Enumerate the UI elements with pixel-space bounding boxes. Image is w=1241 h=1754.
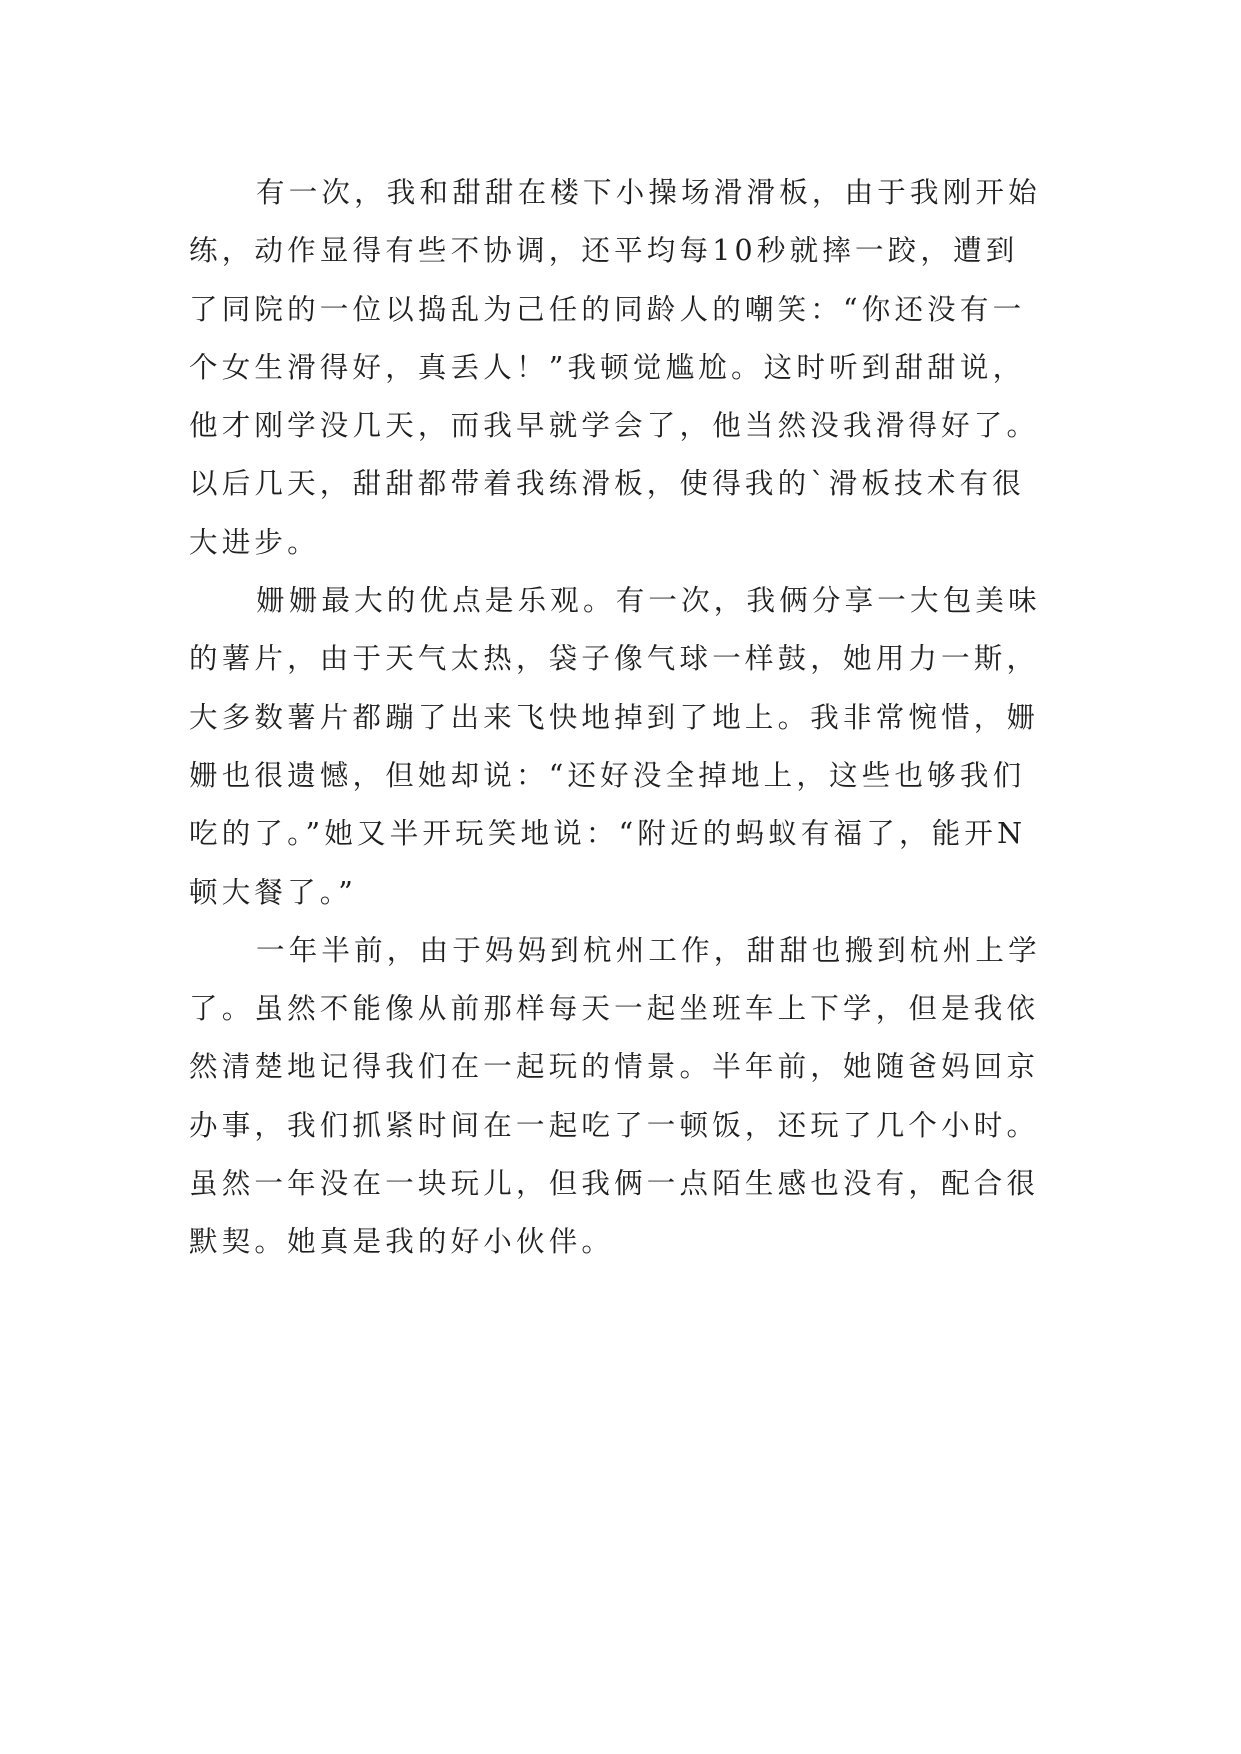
paragraph-line: 一年半前，由于妈妈到杭州工作，甜甜也搬到杭州上学 [256,933,1041,967]
paragraph-line: 个女生滑得好，真丢人！”我顿觉尴尬。这时听到甜甜说， [189,350,1026,384]
paragraph-line: 吃的了。”她又半开玩笑地说：“附近的蚂蚁有福了，能开N [189,817,1027,851]
paragraph-line: 然清楚地记得我们在一起玩的情景。半年前，她随爸妈回京 [189,1050,1040,1084]
paragraph-line: 顿大餐了。” [189,875,358,909]
paragraph-1 [189,164,1069,572]
paragraph-line: 姗也很遗憾，但她却说：“还好没全掉地上，这些也够我们 [189,758,1026,792]
paragraph-line: 了同院的一位以捣乱为己任的同龄人的嘲笑：“你还没有一 [189,292,1026,326]
paragraph-line: 大多数薯片都蹦了出来飞快地掉到了地上。我非常惋惜，姗 [189,700,1040,734]
paragraph-line: 的薯片，由于天气太热，袋子像气球一样鼓，她用力一斯， [189,642,1040,676]
paragraph-line: 姗姗最大的优点是乐观。有一次，我俩分享一大包美味 [256,584,1041,618]
paragraph-2 [189,572,1069,922]
paragraph-line: 练，动作显得有些不协调，还平均每10秒就摔一跤，遭到 [189,234,1019,268]
paragraph-line: 默契。她真是我的好小伙伴。 [189,1225,615,1259]
paragraph-line: 了。虽然不能像从前那样每天一起坐班车上下学，但是我依 [189,992,1040,1026]
paragraph-line: 他才刚学没几天，而我早就学会了，他当然没我滑得好了。 [189,409,1040,443]
paragraph-3 [189,922,1069,1272]
paragraph-line: 大进步。 [189,525,320,559]
essay-body [189,164,1069,1272]
paragraph-line: 办事，我们抓紧时间在一起吃了一顿饭，还玩了几个小时。 [189,1108,1040,1142]
paragraph-line: 以后几天，甜甜都带着我练滑板，使得我的`滑板技术有很 [189,467,1025,501]
paragraph-line: 有一次，我和甜甜在楼下小操场滑滑板，由于我刚开始 [256,176,1041,209]
paragraph-line: 虽然一年没在一块玩儿，但我俩一点陌生感也没有，配合很 [189,1167,1040,1201]
